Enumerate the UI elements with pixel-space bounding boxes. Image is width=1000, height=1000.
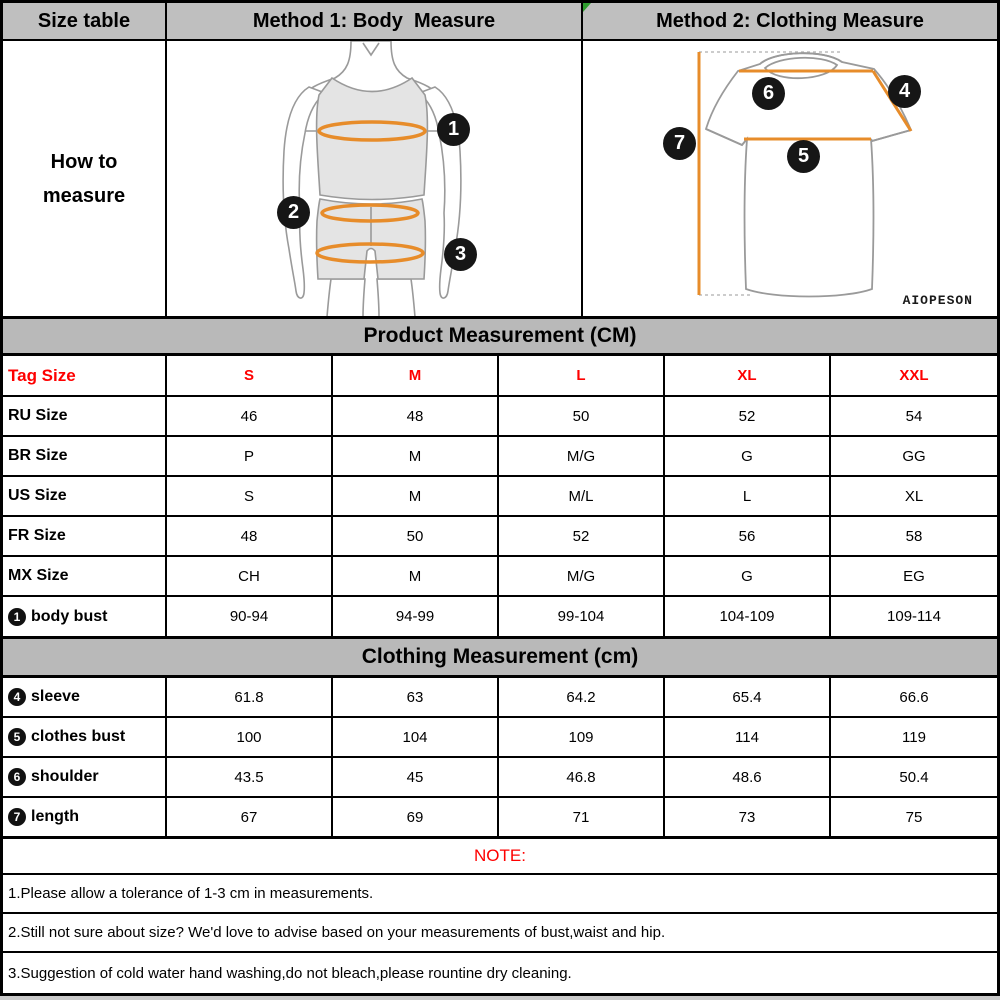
circled-6-icon: 6 — [8, 768, 26, 786]
cell-value: 63 — [333, 678, 499, 716]
header-size-table-cell — [3, 3, 167, 39]
cell-value: 104-109 — [665, 597, 831, 636]
how-to-line2: measure — [42, 184, 126, 207]
marker-length: 7 — [663, 127, 696, 160]
row-label: 5 clothes bust — [3, 718, 167, 756]
row-label: BR Size — [3, 437, 167, 475]
cell-value: 100 — [167, 718, 333, 756]
cell-value: GG — [902, 447, 926, 465]
cell-value: 58 — [905, 527, 923, 545]
cell-value: 43.5 — [167, 758, 333, 796]
cell-value: 50 — [333, 517, 499, 555]
tshirt-illustration — [584, 41, 996, 316]
cell-corner-marker-icon — [583, 3, 591, 12]
cell-value: 52 — [499, 517, 665, 555]
cell-value: S — [167, 477, 333, 515]
cell-value: M — [333, 557, 499, 595]
cell-value: XL — [904, 487, 924, 505]
tag-size-row — [3, 356, 997, 397]
cell-value: 65.4 — [665, 678, 831, 716]
cell-value: 114 — [665, 718, 831, 756]
circled-4-icon: 4 — [8, 688, 26, 706]
how-to-line1: How to — [50, 150, 118, 173]
header-method2-cell — [583, 3, 997, 39]
cell-value: 48 — [333, 397, 499, 435]
body-measure-diagram — [167, 41, 583, 316]
cell-value: M/G — [499, 557, 665, 595]
cell-value: 73 — [665, 798, 831, 836]
cell-value: 52 — [665, 397, 831, 435]
row-label: RU Size — [3, 397, 167, 435]
note-item-3: 3.Suggestion of cold water hand washing,do not bleach,please rountine dry cleaning. — [8, 964, 572, 982]
tag-size-label: Tag Size — [3, 356, 167, 395]
method1-label: Method 1: Body Measure — [252, 9, 496, 32]
note-item-1: 1.Please allow a tolerance of 1-3 cm in measurements. — [3, 875, 997, 914]
cell-value: G — [665, 557, 831, 595]
product-measurement-title: Product Measurement (CM) — [3, 319, 997, 356]
header-method1-cell — [167, 3, 583, 39]
cell-value: 64.2 — [499, 678, 665, 716]
cell-value: 69 — [333, 798, 499, 836]
cell-value: L — [665, 477, 831, 515]
size-table-label: Size table — [37, 9, 131, 32]
marker-waist: 2 — [277, 196, 310, 229]
cell-value: 46.8 — [499, 758, 665, 796]
size-col-xl: XL — [665, 356, 831, 395]
marker-bust: 1 — [437, 113, 470, 146]
method2-label: Method 2: Clothing Measure — [656, 9, 924, 32]
cell-value: 48.6 — [665, 758, 831, 796]
size-col-xxl: XXL — [899, 367, 929, 384]
cell-value: 61.8 — [167, 678, 333, 716]
circled-1-icon: 1 — [8, 608, 26, 626]
row-label: FR Size — [3, 517, 167, 555]
row-label: US Size — [3, 477, 167, 515]
how-to-measure-cell — [3, 41, 167, 316]
cell-value: 56 — [665, 517, 831, 555]
cell-value: 48 — [167, 517, 333, 555]
cell-value: 71 — [499, 798, 665, 836]
cell-value: M — [333, 437, 499, 475]
cell-value: M/L — [499, 477, 665, 515]
illustration-row — [3, 41, 997, 319]
marker-sleeve: 4 — [888, 75, 921, 108]
clothes-bust-row — [3, 718, 997, 758]
cell-value: 90-94 — [167, 597, 333, 636]
cell-value: 50 — [499, 397, 665, 435]
fr-size-row — [3, 517, 997, 557]
size-col-l: L — [499, 356, 665, 395]
length-row — [3, 798, 997, 839]
body-figure-illustration — [167, 41, 581, 316]
cell-value: M/G — [499, 437, 665, 475]
cell-value: 50.4 — [899, 768, 929, 786]
cell-value: 46 — [167, 397, 333, 435]
cell-value: M — [333, 477, 499, 515]
cell-value: 67 — [167, 798, 333, 836]
size-col-s: S — [167, 356, 333, 395]
ru-size-row — [3, 397, 997, 437]
size-col-m: M — [333, 356, 499, 395]
cell-value: G — [665, 437, 831, 475]
circled-7-icon: 7 — [8, 808, 26, 826]
marker-hip: 3 — [444, 238, 477, 271]
cell-value: P — [167, 437, 333, 475]
cell-value: 94-99 — [333, 597, 499, 636]
row-label: 7 length — [3, 798, 167, 836]
br-size-row — [3, 437, 997, 477]
cell-value: 54 — [905, 407, 923, 425]
cell-value: EG — [903, 567, 925, 585]
body-bust-row — [3, 597, 997, 639]
row-label: 6 shoulder — [3, 758, 167, 796]
note-title: NOTE: — [3, 839, 997, 875]
cell-value: 66.6 — [899, 688, 929, 706]
mx-size-row — [3, 557, 997, 597]
circled-5-icon: 5 — [8, 728, 26, 746]
marker-clothes-bust: 5 — [787, 140, 820, 173]
note-item-2: 2.Still not sure about size? We'd love to advise based on your measurements of bust,waist and hip. — [3, 914, 997, 953]
cell-value: 75 — [905, 808, 923, 826]
shoulder-row — [3, 758, 997, 798]
cell-value: 109 — [499, 718, 665, 756]
brand-watermark: AIOPESON — [902, 293, 973, 308]
cell-value: 45 — [333, 758, 499, 796]
marker-shoulder: 6 — [752, 77, 785, 110]
clothing-measurement-title: Clothing Measurement (cm) — [3, 639, 997, 678]
row-label: 1 body bust — [3, 597, 167, 636]
cell-value: 119 — [902, 728, 926, 746]
row-label: MX Size — [3, 557, 167, 595]
cell-value: 99-104 — [499, 597, 665, 636]
cell-value: CH — [167, 557, 333, 595]
top-header-row — [3, 3, 997, 41]
clothing-measure-diagram — [583, 41, 997, 316]
cell-value: 104 — [333, 718, 499, 756]
us-size-row — [3, 477, 997, 517]
row-label: 4 sleeve — [3, 678, 167, 716]
cell-value: 109-114 — [887, 608, 941, 625]
sleeve-row — [3, 678, 997, 718]
